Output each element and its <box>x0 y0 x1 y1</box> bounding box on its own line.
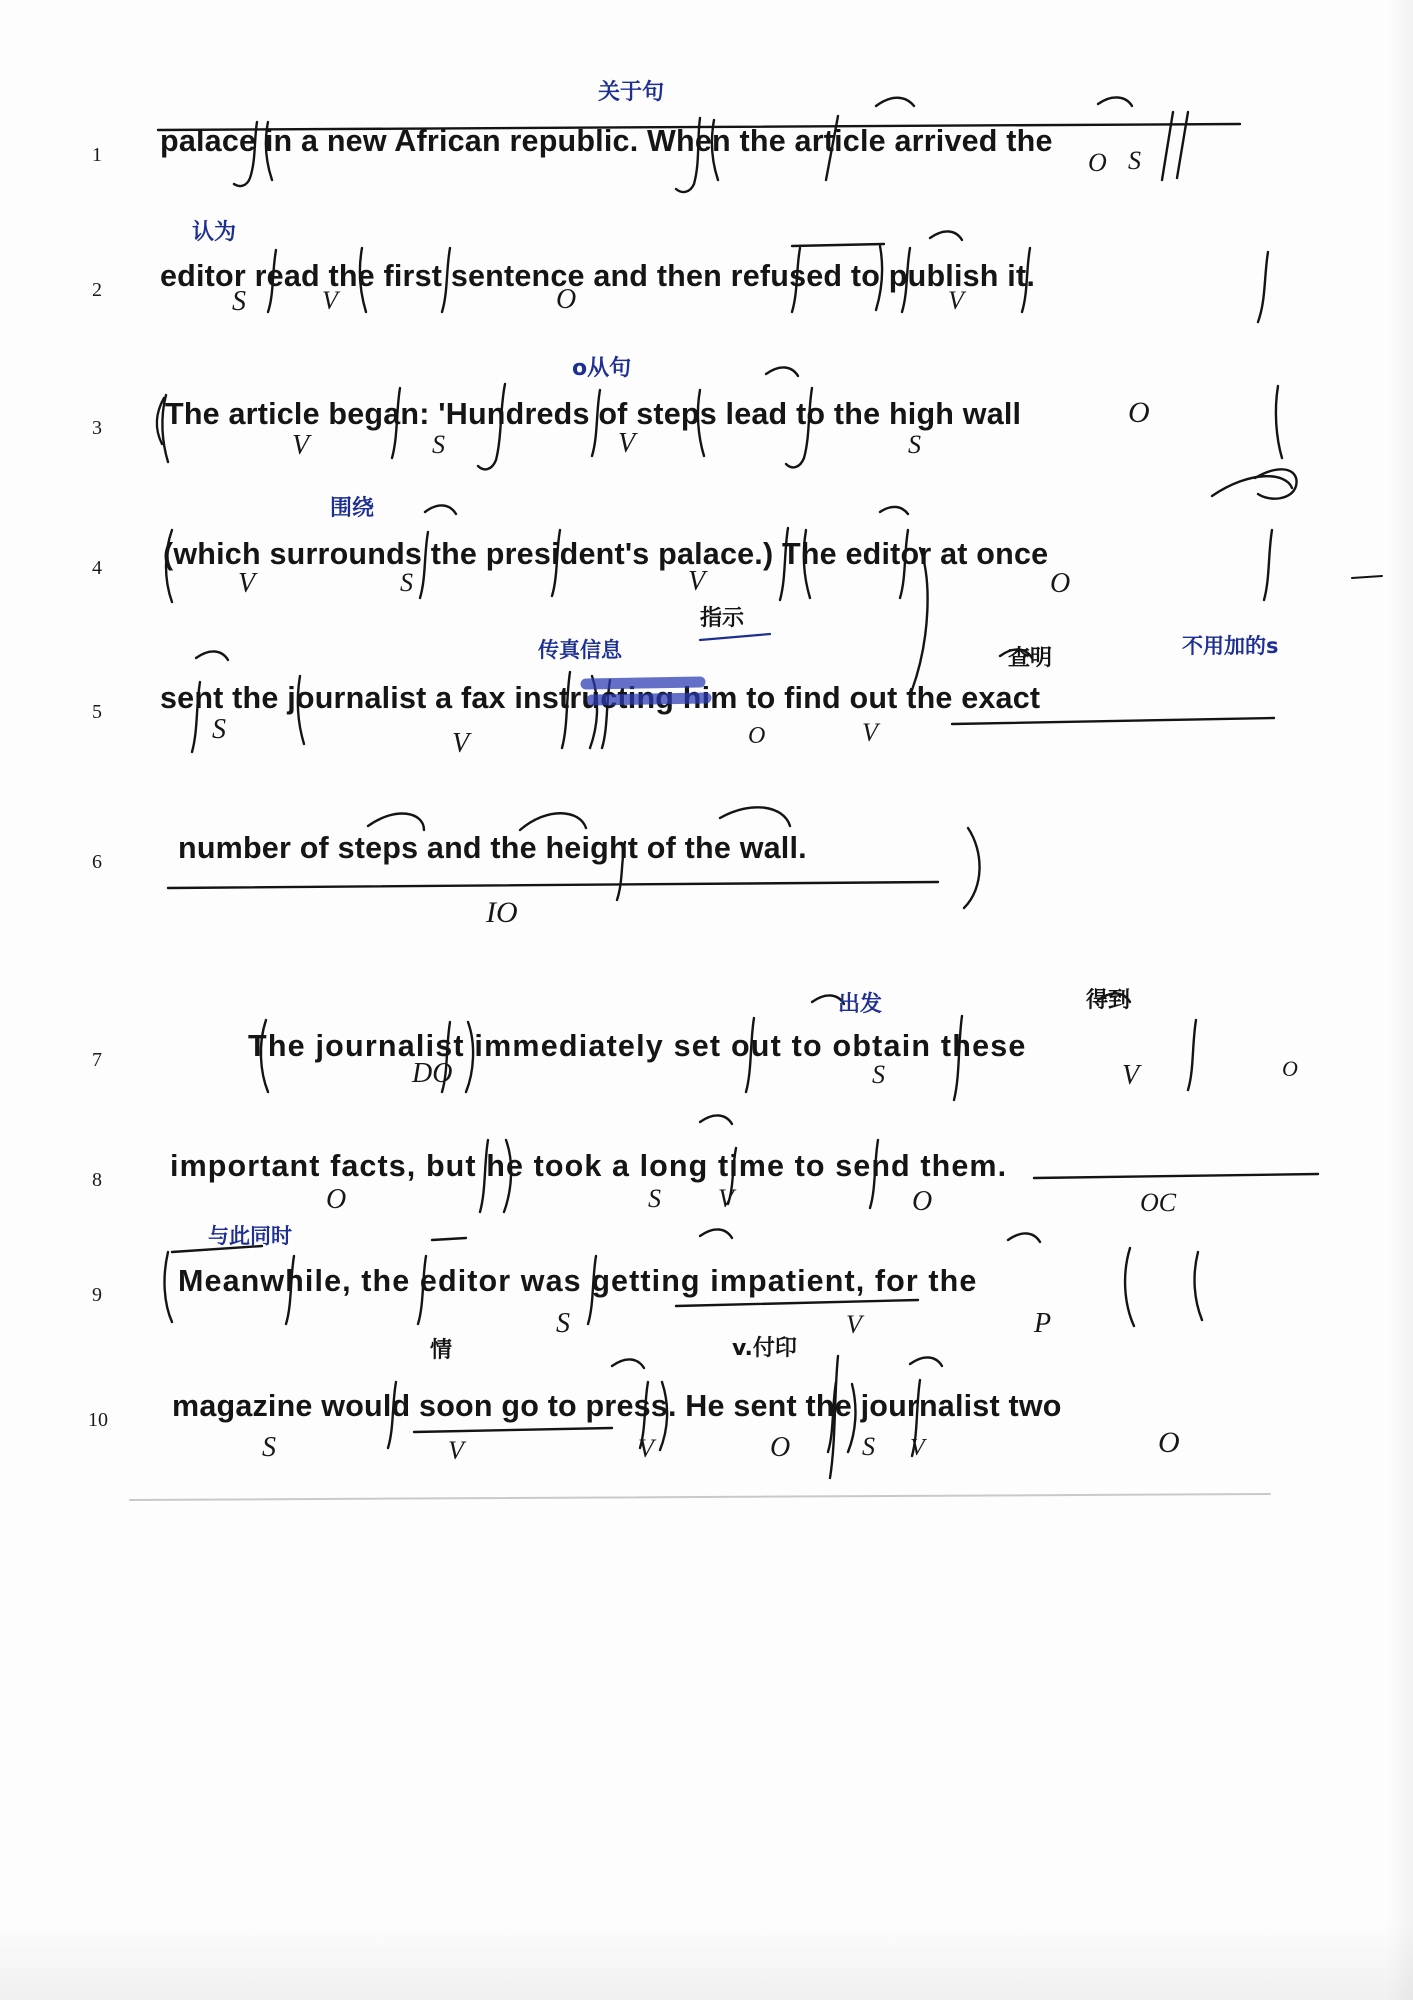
grammar-mark-O: O <box>770 1432 791 1463</box>
grammar-mark-V: V <box>638 1434 654 1463</box>
line-number: 2 <box>92 279 102 301</box>
grammar-mark-V: S <box>400 568 413 597</box>
text-line <box>0 110 1413 230</box>
line-content: (which surrounds the president's palace.) The editor at once <box>163 537 1049 571</box>
grammar-mark-V: O <box>748 723 766 749</box>
grammar-mark-V: S <box>908 430 921 459</box>
line-number: 10 <box>88 1409 108 1431</box>
grammar-mark-S: S <box>862 1432 875 1461</box>
line-content: important facts, but he took a long time to send them. <box>170 1149 1008 1183</box>
annotation-note: 不用加的s <box>1182 634 1279 658</box>
grammar-mark-S: S <box>262 1432 276 1463</box>
annotation-note: 关于句 <box>598 80 665 105</box>
line-number: 5 <box>92 701 102 723</box>
grammar-mark-S: S <box>232 286 246 317</box>
annotation-note: 传真信息 <box>538 638 622 662</box>
grammar-mark-S: V <box>618 428 636 459</box>
line-number: 7 <box>92 1049 102 1071</box>
grammar-mark-V: S <box>212 714 226 745</box>
line-content: The journalist immediately set out to obtain these <box>248 1029 1027 1063</box>
annotation-note: 认为 <box>192 220 237 245</box>
page-bottom-shadow <box>0 1920 1413 2000</box>
grammar-mark-O: O <box>1158 1426 1180 1459</box>
grammar-mark-S: O <box>1050 568 1071 599</box>
line-number: 3 <box>92 417 102 439</box>
grammar-mark-V: V <box>910 1435 925 1461</box>
annotation-note: 出发 <box>838 992 883 1017</box>
grammar-mark-V: S <box>872 1060 885 1089</box>
text-line <box>0 1375 1413 1495</box>
grammar-mark-P: P <box>1034 1308 1052 1339</box>
line-content: The article began: 'Hundreds of steps lead to the high wall <box>165 397 1022 431</box>
grammar-mark-O: V <box>452 728 470 759</box>
line-content: palace in a new African republic. When the article arrived the <box>160 124 1053 158</box>
grammar-mark-O: O <box>556 284 577 315</box>
line-number: 1 <box>92 144 102 166</box>
grammar-mark-S: DO <box>412 1058 453 1089</box>
grammar-mark-S: O <box>1088 148 1107 177</box>
annotation-note: v.付印 <box>732 1336 797 1361</box>
grammar-mark-S: V <box>238 568 256 599</box>
grammar-mark-O: O <box>326 1184 347 1215</box>
line-content: magazine would soon go to press. He sent the journalist two <box>172 1389 1062 1423</box>
grammar-mark-V: S <box>1128 146 1141 175</box>
grammar-mark-O: V <box>688 566 706 597</box>
line-content: number of steps and the height of the wall. <box>178 831 807 865</box>
text-line <box>0 1015 1413 1135</box>
grammar-mark-V: V <box>948 286 964 315</box>
grammar-mark-V: V <box>718 1184 734 1213</box>
grammar-mark-V: V <box>322 286 338 315</box>
line-number: 4 <box>92 557 102 579</box>
text-line <box>0 1250 1413 1370</box>
text-line <box>0 383 1413 503</box>
annotation-note: 得到 <box>1086 988 1131 1013</box>
grammar-mark-DO: IO <box>486 896 518 929</box>
grammar-mark-O: O <box>1282 1056 1298 1081</box>
grammar-mark-O: O <box>1128 396 1150 429</box>
line-number: 8 <box>92 1169 102 1191</box>
line-content: sent the journalist a fax instructing him to find out the exact <box>160 681 1041 715</box>
grammar-mark-O: O <box>912 1186 933 1217</box>
grammar-mark-O: V <box>1122 1060 1140 1091</box>
annotation-note: o从句 <box>572 356 632 381</box>
text-line <box>0 817 1413 937</box>
grammar-mark-V: V <box>448 1436 464 1465</box>
annotation-note: 围绕 <box>330 496 375 521</box>
grammar-mark-V: S <box>432 430 445 459</box>
line-number: 9 <box>92 1284 102 1306</box>
annotation-note: 情 <box>430 1338 453 1363</box>
text-line <box>0 245 1413 365</box>
grammar-mark-OC: OC <box>1140 1188 1177 1217</box>
line-number: 6 <box>92 851 102 873</box>
line-content: Meanwhile, the editor was getting impatient, for the <box>178 1264 978 1298</box>
annotation-note: 与此同时 <box>208 1224 292 1248</box>
grammar-mark-V: V <box>846 1310 862 1339</box>
grammar-mark-S: V <box>292 430 310 461</box>
line-content: editor read the first sentence and then refused to publish it. <box>160 259 1035 293</box>
grammar-mark-IO: V <box>862 718 878 747</box>
annotation-note: 指示 <box>700 606 745 631</box>
grammar-mark-S: S <box>648 1184 661 1213</box>
annotation-note: 查明 <box>1008 646 1053 671</box>
grammar-mark-S: S <box>556 1308 570 1339</box>
